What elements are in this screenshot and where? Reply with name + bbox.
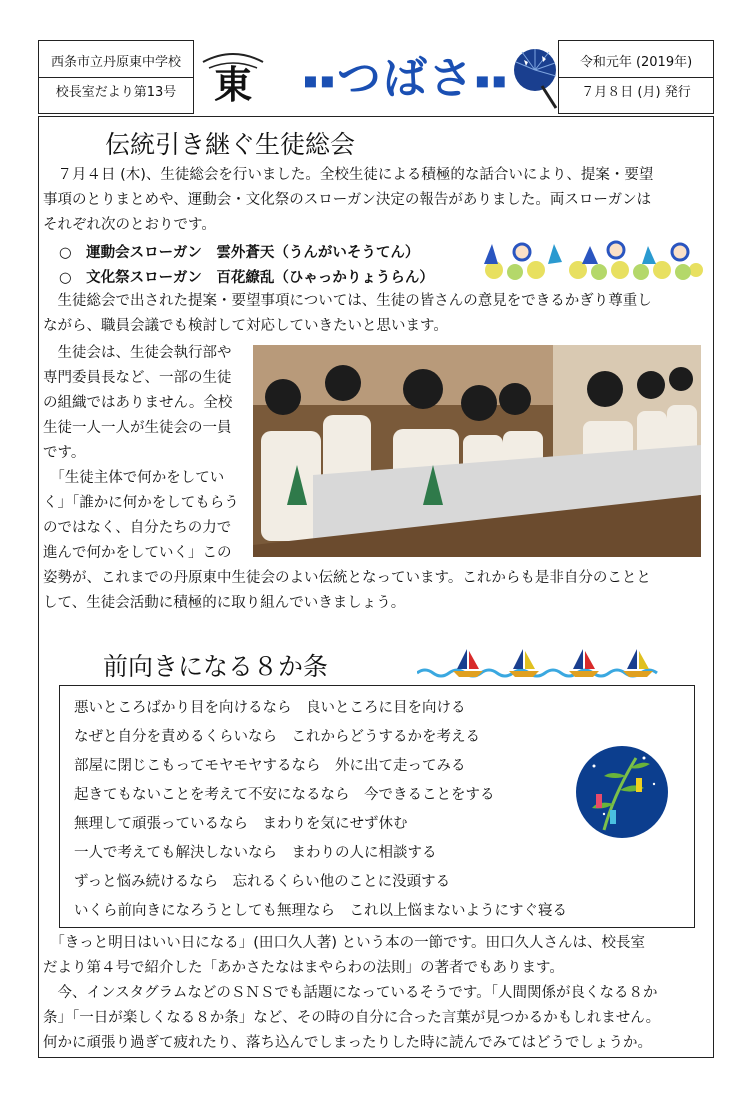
date-box [558,40,714,114]
tanabata-bamboo-icon [574,744,670,840]
header [38,40,714,114]
article2-heading: 前向きになる８か条 [103,652,329,681]
rule-item: 無理して頑張っているなら まわりを気にせず休む [74,816,408,832]
article1-paragraph1: ７月４日 (木)、生徒総会を行いました。全校生徒による積極的な話合いにより、提案・要望 事項のとりまとめや、運動会・文化祭のスローガン決定の報告がありました。両スローガンは それぞれ次のとおりです。 [43,167,654,233]
era-year: 令和元年 (2019年) [579,55,693,70]
rule-item: いくら前向きになろうとしても無理なら これ以上悩まないようにすぐ寝る [74,903,567,919]
uchiwa-fan-icon [512,46,562,110]
rule-item: 部屋に閉じこもってモヤモヤするなら 外に出て走ってみる [74,758,466,774]
article1-paragraph3: 生徒会は、生徒会執行部や 専門委員長など、一部の生徒 の組織ではありません。全校 生徒一人一人が生徒会の一員 です。 「生徒主体で何かをしてい く」「誰かに何かをしてもらう のではなく、自分たちの力で 進んで何かをしていく」この [43,345,239,561]
main-content [38,116,714,1058]
issue-number: 校長室だより第13号 [55,85,177,100]
student-council-photo [253,345,701,557]
school-logo-icon [201,48,265,106]
article1-paragraph2: 生徒総会で出された提案・要望事項については、生徒の皆さんの意見をできるかぎり尊重し ながら、職員会議でも検討して対応していきたいと思います。 [43,293,652,334]
sailboats-illustration-icon [417,645,663,683]
rule-item: なぜと自分を責めるくらいなら これからどうするかを考える [74,729,480,745]
eight-rules-box [59,685,695,928]
rule-item: 一人で考えても解決しないなら まわりの人に相談する [74,845,437,861]
issuer-box [38,40,194,114]
children-flags-illustration-icon [474,234,704,280]
rule-item: ずっと悩み続けるなら 忘れるくらい他のことに没頭する [74,874,451,890]
newsletter-page [38,40,714,1058]
newsletter-title: ▪▪つばさ▪▪ [303,53,509,104]
article1-paragraph4: 姿勢が、これまでの丹原東中生徒会のよい伝統となっています。これからも是非自分のことと して、生徒会活動に積極的に取り組んでいきましょう。 [43,570,651,611]
rule-item: 起きてもないことを考えて不安になるなら 今できることをする [74,787,495,803]
culture-festival-slogan: ○ 文化祭スローガン 百花繚乱（ひゃっかりょうらん） [59,270,434,286]
issue-date: ７月８日 (月) 発行 [581,85,691,100]
svg-text:東: 東 [213,63,253,106]
article1-heading: 伝統引き継ぐ生徒総会 [105,130,356,159]
article2-paragraph: 「きっと明日はいい日になる」(田口久人著) という本の一節です。田口久人さんは、校長室 だより第４号で紹介した「あかさたなはまやらわの法則」の著者でもあります。 今、インスタグラムなどのＳＮＳでも話題になっているそうです。「人間関係が良くなる８か 条」「一日が楽しくなる８か条」など、その時の自分に合った言葉が見つかるかもしれません。 何かに頑張り過ぎて疲れたり、落ち込んでしまったりした時に読んでみてはどうでしょうか。 [43,935,661,1051]
rule-item: 悪いところばかり目を向けるなら 良いところに目を向ける [74,700,466,716]
sports-festival-slogan: ○ 運動会スローガン 雲外蒼天（うんがいそうてん） [59,245,420,261]
school-name: 西条市立丹原東中学校 [50,55,181,70]
